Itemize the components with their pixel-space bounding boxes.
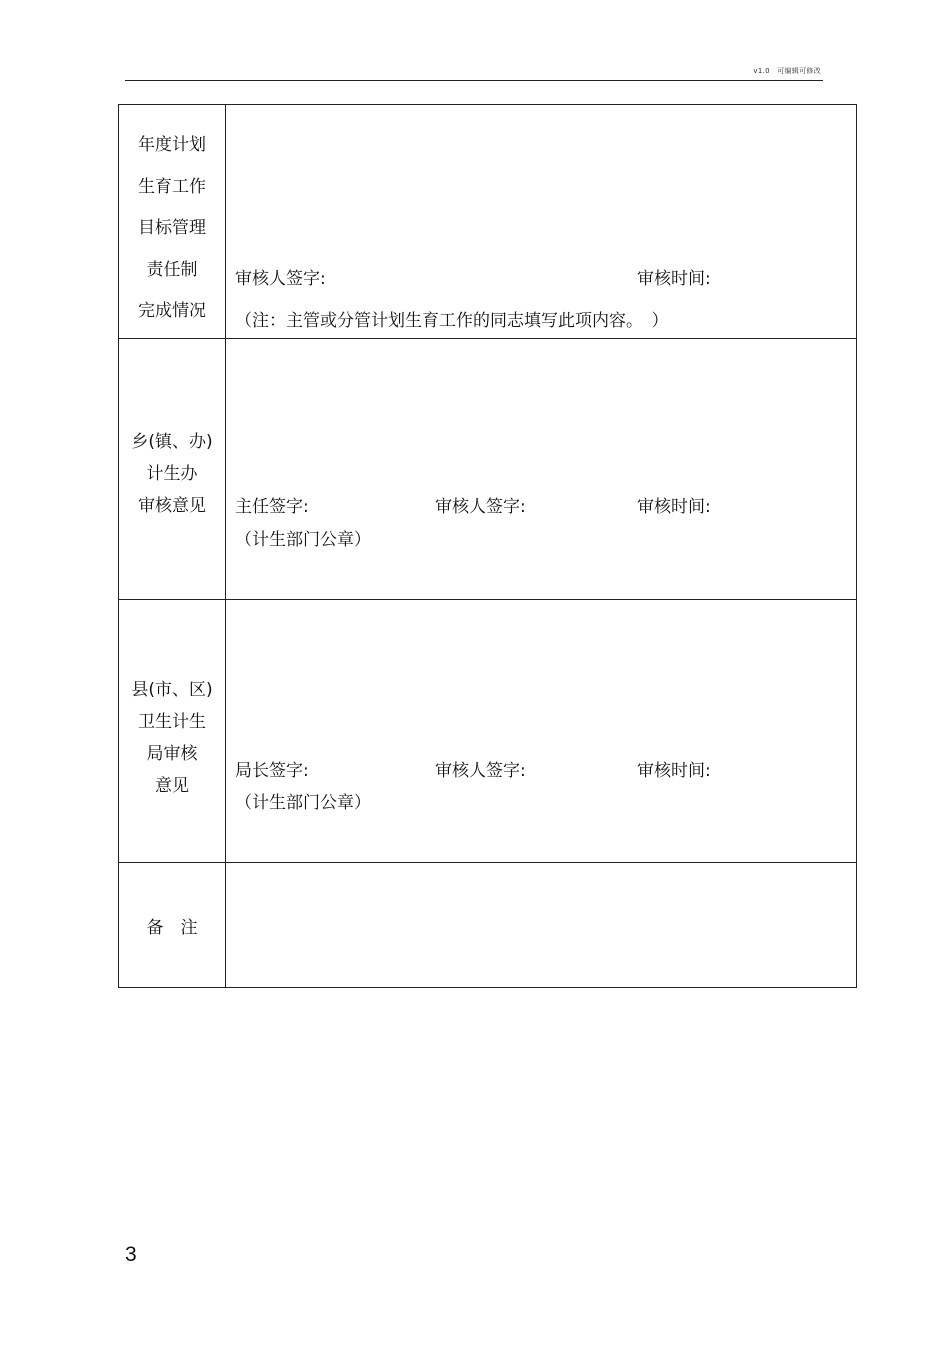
- row-label-township-office: [119, 339, 226, 600]
- row-content-township-office[interactable]: [226, 339, 857, 600]
- header-text: v1.0 可编辑可修改: [753, 67, 821, 75]
- row-label-county-bureau: [119, 600, 226, 863]
- label-line: 审核意见: [138, 496, 206, 516]
- table-row: [119, 863, 857, 988]
- label-line: 乡(镇、办): [131, 432, 213, 452]
- reviewer-signature-label: 审核人签字:: [435, 497, 526, 517]
- label-line: 计生办: [146, 464, 198, 484]
- bureau-chief-signature-label: 局长签字:: [235, 761, 309, 781]
- department-seal-label: （计生部门公章）: [235, 530, 371, 550]
- label-line: 目标管理: [138, 218, 206, 238]
- row-content-county-bureau[interactable]: [226, 600, 857, 863]
- approval-form-table: [118, 104, 857, 988]
- label-line: 卫生计生: [138, 712, 206, 732]
- director-signature-label: 主任签字:: [235, 497, 309, 517]
- table-row: [119, 339, 857, 600]
- reviewer-signature-label: 审核人签字:: [435, 761, 526, 781]
- label-line: 完成情况: [138, 301, 206, 321]
- label-line: 责任制: [146, 259, 198, 280]
- fill-instruction-note: （注：主管或分管计划生育工作的同志填写此项内容。 ）: [235, 311, 669, 331]
- reviewer-signature-label: 审核人签字:: [235, 269, 326, 289]
- label-line: 生育工作: [138, 176, 206, 197]
- review-time-label: 审核时间:: [637, 497, 711, 517]
- page-number: 3: [125, 1243, 137, 1266]
- review-time-label: 审核时间:: [637, 761, 711, 781]
- row-content-annual-plan[interactable]: [226, 105, 857, 339]
- label-line: 县(市、区): [131, 680, 213, 700]
- label-line: 局审核: [146, 744, 198, 764]
- label-line: 意见: [155, 776, 189, 796]
- row-label-remarks: [119, 863, 226, 988]
- department-seal-label: （计生部门公章）: [235, 793, 371, 813]
- row-content-remarks[interactable]: [226, 863, 857, 988]
- review-time-label: 审核时间:: [637, 269, 711, 289]
- label-line: 年度计划: [138, 135, 206, 155]
- remarks-label: 备 注: [146, 918, 198, 938]
- table-row: [119, 105, 857, 339]
- table-row: [119, 600, 857, 863]
- row-label-annual-plan: [119, 105, 226, 339]
- header-divider: [125, 80, 823, 81]
